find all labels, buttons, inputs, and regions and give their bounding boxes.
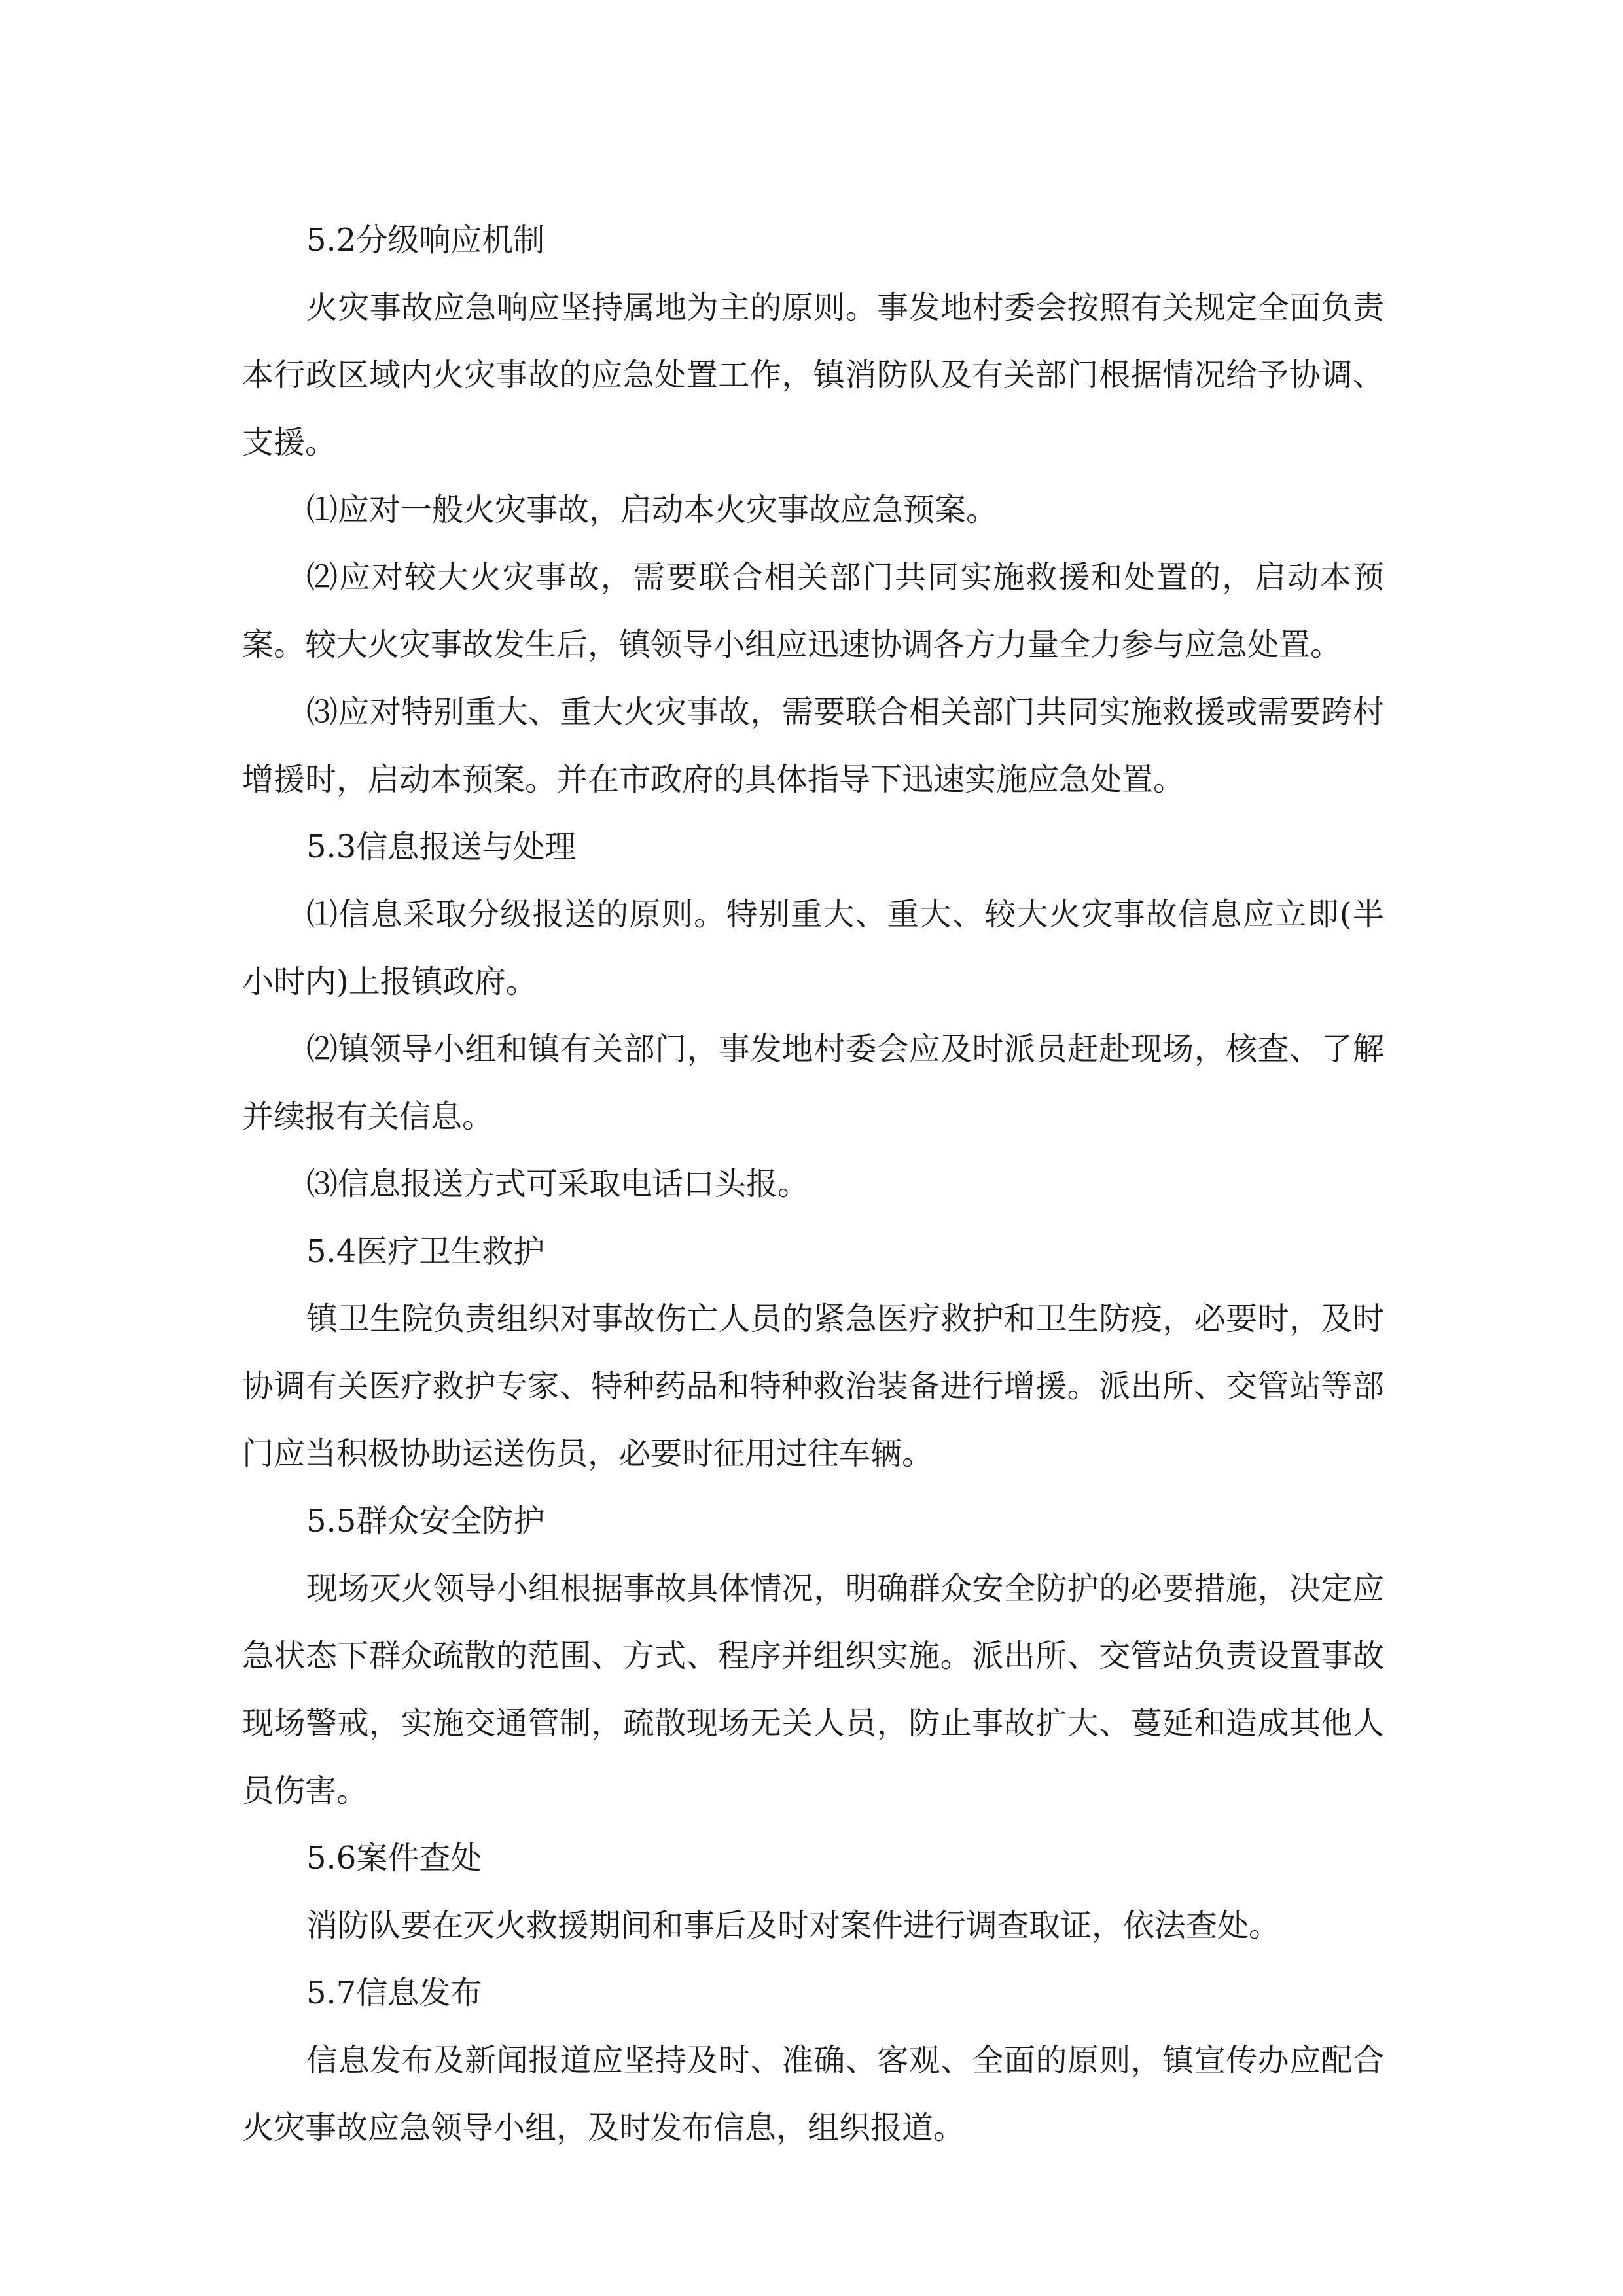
- document-body: [242, 207, 1384, 2162]
- paragraph: ⑶应对特别重大、重大火灾事故，需要联合相关部门共同实施救援或需要跨村增援时，启动本预案。并在市政府的具体指导下迅速实施应急处置。: [242, 694, 1384, 798]
- paragraph: 火灾事故应急响应坚持属地为主的原则。事发地村委会按照有关规定全面负责本行政区域内火灾事故的应急处置工作，镇消防队及有关部门根据情况给予协调、支援。: [242, 289, 1384, 461]
- paragraph: 信息发布及新闻报道应坚持及时、准确、客观、全面的原则，镇宣传办应配合火灾事故应急领导小组，及时发布信息，组织报道。: [242, 2042, 1384, 2146]
- section-heading-5-7: 5.7信息发布: [306, 1975, 482, 2011]
- paragraph: ⑴信息采取分级报送的原则。特别重大、重大、较大火灾事故信息应立即(半小时内)上报镇政府。: [242, 896, 1384, 1000]
- paragraph: ⑴应对一般火灾事故，启动本火灾事故应急预案。: [306, 492, 998, 528]
- paragraph: 现场灭火领导小组根据事故具体情况，明确群众安全防护的必要措施，决定应急状态下群众疏散的范围、方式、程序并组织实施。派出所、交管站负责设置事故现场警戒，实施交通管制，疏散现场无关人员，防止事故扩大、蔓延和造成其他人员伤害。: [242, 1570, 1384, 1809]
- section-heading-5-6: 5.6案件查处: [306, 1840, 482, 1876]
- paragraph: ⑶信息报送方式可采取电话口头报。: [306, 1166, 810, 1202]
- paragraph: ⑵镇领导小组和镇有关部门，事发地村委会应及时派员赶赴现场，核查、了解并续报有关信息。: [242, 1031, 1384, 1135]
- paragraph: ⑵应对较大火灾事故，需要联合相关部门共同实施救援和处置的，启动本预案。较大火灾事故发生后，镇领导小组应迅速协调各方力量全力参与应急处置。: [242, 559, 1384, 663]
- section-heading-5-3: 5.3信息报送与处理: [306, 829, 577, 865]
- section-heading-5-5: 5.5群众安全防护: [306, 1503, 545, 1539]
- section-heading-5-4: 5.4医疗卫生救护: [306, 1233, 545, 1270]
- paragraph: 镇卫生院负责组织对事故伤亡人员的紧急医疗救护和卫生防疫，必要时，及时协调有关医疗救护专家、特种药品和特种救治装备进行增援。派出所、交管站等部门应当积极协助运送伤员，必要时征用过往车辆。: [242, 1300, 1384, 1472]
- section-heading-5-2: 5.2分级响应机制: [306, 222, 545, 259]
- paragraph: 消防队要在灭火救援期间和事后及时对案件进行调查取证，依法查处。: [306, 1907, 1281, 1944]
